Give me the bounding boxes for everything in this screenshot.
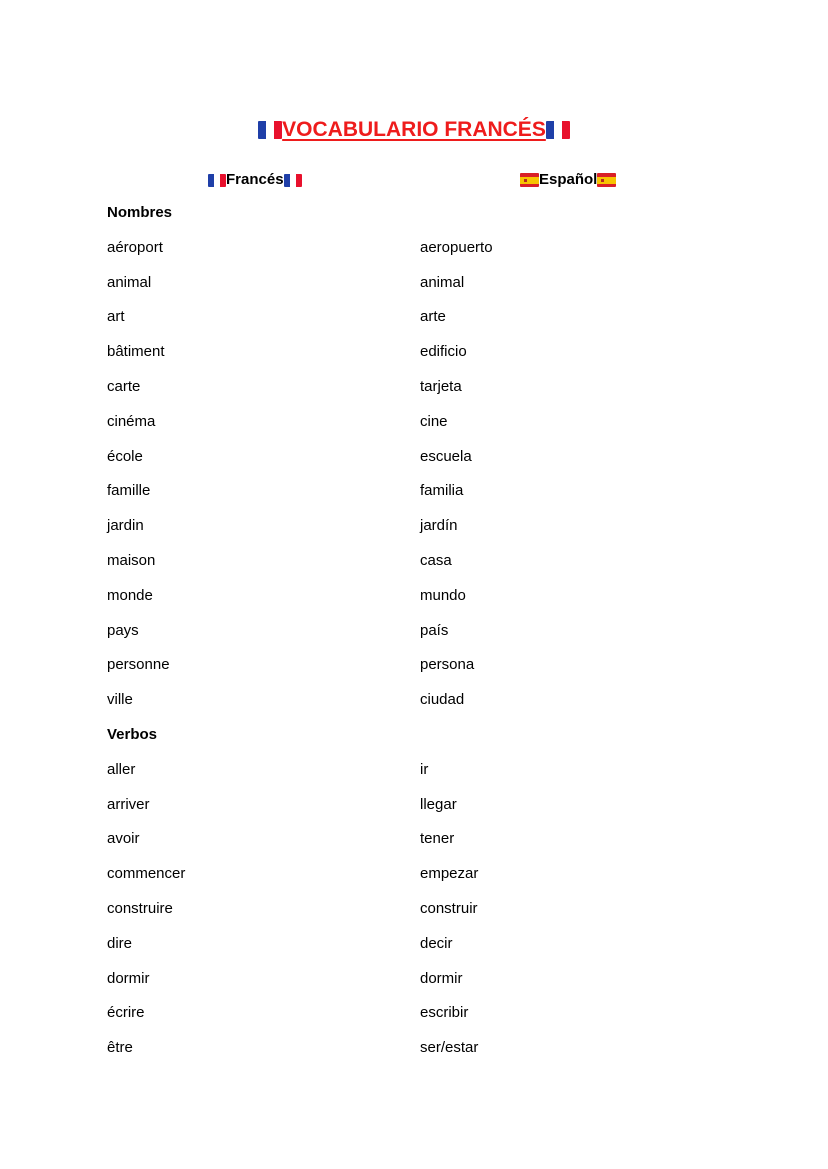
spanish-word: dormir — [420, 969, 463, 987]
french-word: carte — [107, 377, 141, 395]
spanish-word: edificio — [420, 343, 467, 361]
vocab-row — [107, 1002, 727, 1037]
vocab-row — [107, 411, 727, 446]
spanish-word: ser/estar — [420, 1039, 479, 1057]
spanish-word: escribir — [420, 1004, 469, 1022]
french-word: animal — [107, 273, 152, 291]
vocab-row — [107, 272, 727, 307]
spanish-word: jardín — [420, 517, 458, 535]
spain-flag-icon — [597, 173, 616, 187]
section-heading-row — [107, 202, 727, 237]
vocab-row — [107, 654, 727, 689]
spanish-word: familia — [420, 482, 464, 500]
france-flag-icon — [546, 121, 570, 139]
vocab-row — [107, 863, 727, 898]
vocab-row — [107, 898, 727, 933]
french-word: arriver — [107, 795, 150, 813]
french-word: dormir — [107, 969, 150, 987]
vocab-row — [107, 480, 727, 515]
spanish-word: ciudad — [420, 691, 465, 709]
french-word: jardin — [107, 517, 144, 535]
vocab-row — [107, 446, 727, 481]
spanish-word: tener — [420, 830, 455, 848]
french-word: avoir — [107, 830, 140, 848]
french-word: famille — [107, 482, 151, 500]
spanish-word: tarjeta — [420, 377, 462, 395]
vocab-row — [107, 828, 727, 863]
french-word: bâtiment — [107, 343, 165, 361]
vocab-row — [107, 759, 727, 794]
spanish-word: país — [420, 621, 449, 639]
french-word: personne — [107, 656, 170, 674]
spanish-word: animal — [420, 273, 465, 291]
spanish-word: llegar — [420, 795, 457, 813]
france-flag-icon — [284, 174, 302, 187]
french-word: art — [107, 308, 125, 326]
column-header-french-label: Francés — [226, 171, 284, 188]
vocab-row — [107, 341, 727, 376]
france-flag-icon — [258, 121, 282, 139]
column-header-spanish-label: Español — [539, 171, 598, 188]
vocab-row — [107, 620, 727, 655]
section-heading-row — [107, 724, 727, 759]
vocab-row — [107, 933, 727, 968]
vocab-row — [107, 1037, 727, 1072]
vocab-row — [107, 968, 727, 1003]
french-word: maison — [107, 551, 156, 569]
spanish-word: construir — [420, 899, 478, 917]
french-word: monde — [107, 586, 153, 604]
french-word: école — [107, 447, 143, 465]
vocab-row — [107, 550, 727, 585]
french-word: aéroport — [107, 238, 163, 256]
spain-flag-icon — [520, 173, 539, 187]
spanish-word: cine — [420, 412, 448, 430]
french-word: pays — [107, 621, 139, 639]
french-word: aller — [107, 760, 136, 778]
vocab-row — [107, 306, 727, 341]
vocab-row — [107, 689, 727, 724]
french-word: cinéma — [107, 412, 156, 430]
section-heading: Verbos — [107, 725, 158, 743]
spanish-word: aeropuerto — [420, 238, 493, 256]
french-word: être — [107, 1039, 133, 1057]
spanish-word: persona — [420, 656, 475, 674]
section-heading: Nombres — [107, 204, 173, 221]
page-title-block — [0, 116, 828, 147]
spanish-word: escuela — [420, 447, 472, 465]
spanish-word: ir — [420, 760, 429, 778]
vocab-row — [107, 515, 727, 550]
spanish-word: decir — [420, 934, 453, 952]
vocab-row — [107, 585, 727, 620]
column-header-french — [208, 170, 302, 190]
page-title — [258, 116, 570, 144]
french-word: construire — [107, 899, 173, 917]
title-text: VOCABULARIO FRANCÉS — [282, 118, 546, 141]
spanish-word: casa — [420, 551, 452, 569]
vocabulary-table — [107, 202, 727, 1072]
french-word: commencer — [107, 865, 186, 883]
vocab-row — [107, 794, 727, 829]
france-flag-icon — [208, 174, 226, 187]
french-word: ville — [107, 691, 133, 709]
vocab-row — [107, 376, 727, 411]
french-word: dire — [107, 934, 133, 952]
spanish-word: arte — [420, 308, 446, 326]
spanish-word: empezar — [420, 865, 479, 883]
french-word: écrire — [107, 1004, 145, 1022]
spanish-word: mundo — [420, 586, 466, 604]
column-header-spanish — [520, 170, 616, 190]
vocab-row — [107, 237, 727, 272]
